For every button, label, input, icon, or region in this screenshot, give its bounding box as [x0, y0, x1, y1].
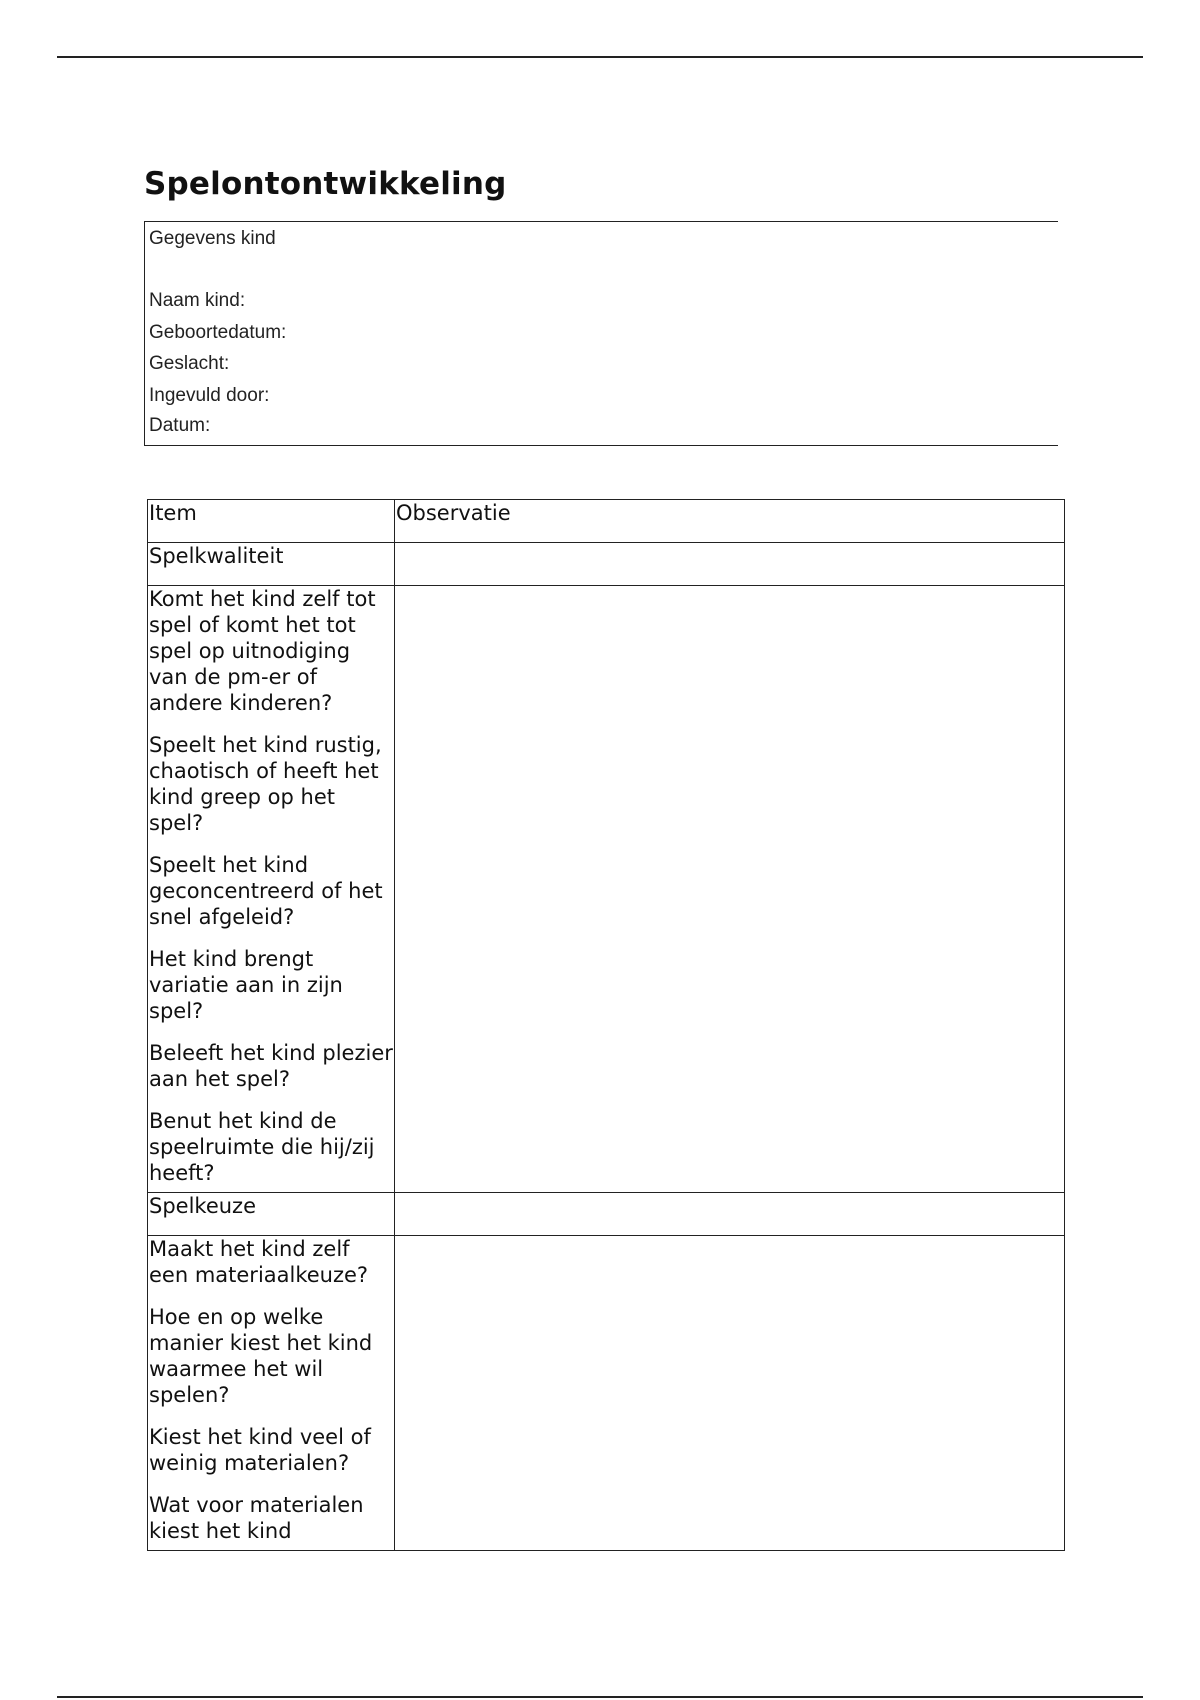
footer-rule	[57, 1696, 1143, 1698]
questions-row-spelkeuze	[148, 1236, 1065, 1551]
question-item: Komt het kind zelf tot spel of komt het tot spel op uitnodiging van de pm-er of andere kinderen?	[149, 587, 376, 715]
section-row-spelkwaliteit	[148, 543, 1065, 586]
section-title: Spelkwaliteit	[148, 543, 395, 586]
question-item: Benut het kind de speelruimte die hij/zij heeft?	[149, 1109, 375, 1185]
field-gender: Geslacht:	[149, 353, 230, 374]
section-row-spelkeuze	[148, 1193, 1065, 1236]
questions-row-spelkwaliteit	[148, 586, 1065, 1193]
field-filled-by: Ingevuld door:	[149, 385, 270, 406]
questions-cell	[148, 1236, 395, 1551]
questions-cell	[148, 586, 395, 1193]
question-item: Kiest het kind veel of weinig materialen?	[149, 1425, 371, 1475]
observation-cell	[395, 543, 1065, 586]
question-item: Beleeft het kind plezier aan het spel?	[149, 1041, 393, 1091]
child-info-heading: Gegevens kind	[149, 228, 276, 249]
field-date: Datum:	[149, 415, 211, 436]
observation-cell	[395, 1193, 1065, 1236]
question-item: Maakt het kind zelf een materiaalkeuze?	[149, 1237, 369, 1287]
page-title: Spelontontwikkeling	[144, 166, 507, 202]
question-item: Speelt het kind rustig, chaotisch of heeft het kind greep op het spel?	[149, 733, 382, 835]
header-rule	[57, 56, 1143, 58]
question-item: Speelt het kind geconcentreerd of het snel afgeleid?	[149, 853, 383, 929]
question-item: Hoe en op welke manier kiest het kind waarmee het wil spelen?	[149, 1305, 373, 1407]
table-header-row	[148, 500, 1065, 543]
question-item: Het kind brengt variatie aan in zijn spel?	[149, 947, 343, 1023]
question-item: Wat voor materialen kiest het kind	[149, 1493, 364, 1543]
observation-cell	[395, 1236, 1065, 1551]
header-item: Item	[148, 500, 395, 543]
child-info-box	[144, 221, 1058, 446]
section-title: Spelkeuze	[148, 1193, 395, 1236]
field-name: Naam kind:	[149, 290, 246, 311]
header-observation: Observatie	[395, 500, 1065, 543]
field-birthdate: Geboortedatum:	[149, 322, 287, 343]
observation-cell	[395, 586, 1065, 1193]
observation-table	[147, 499, 1065, 1551]
